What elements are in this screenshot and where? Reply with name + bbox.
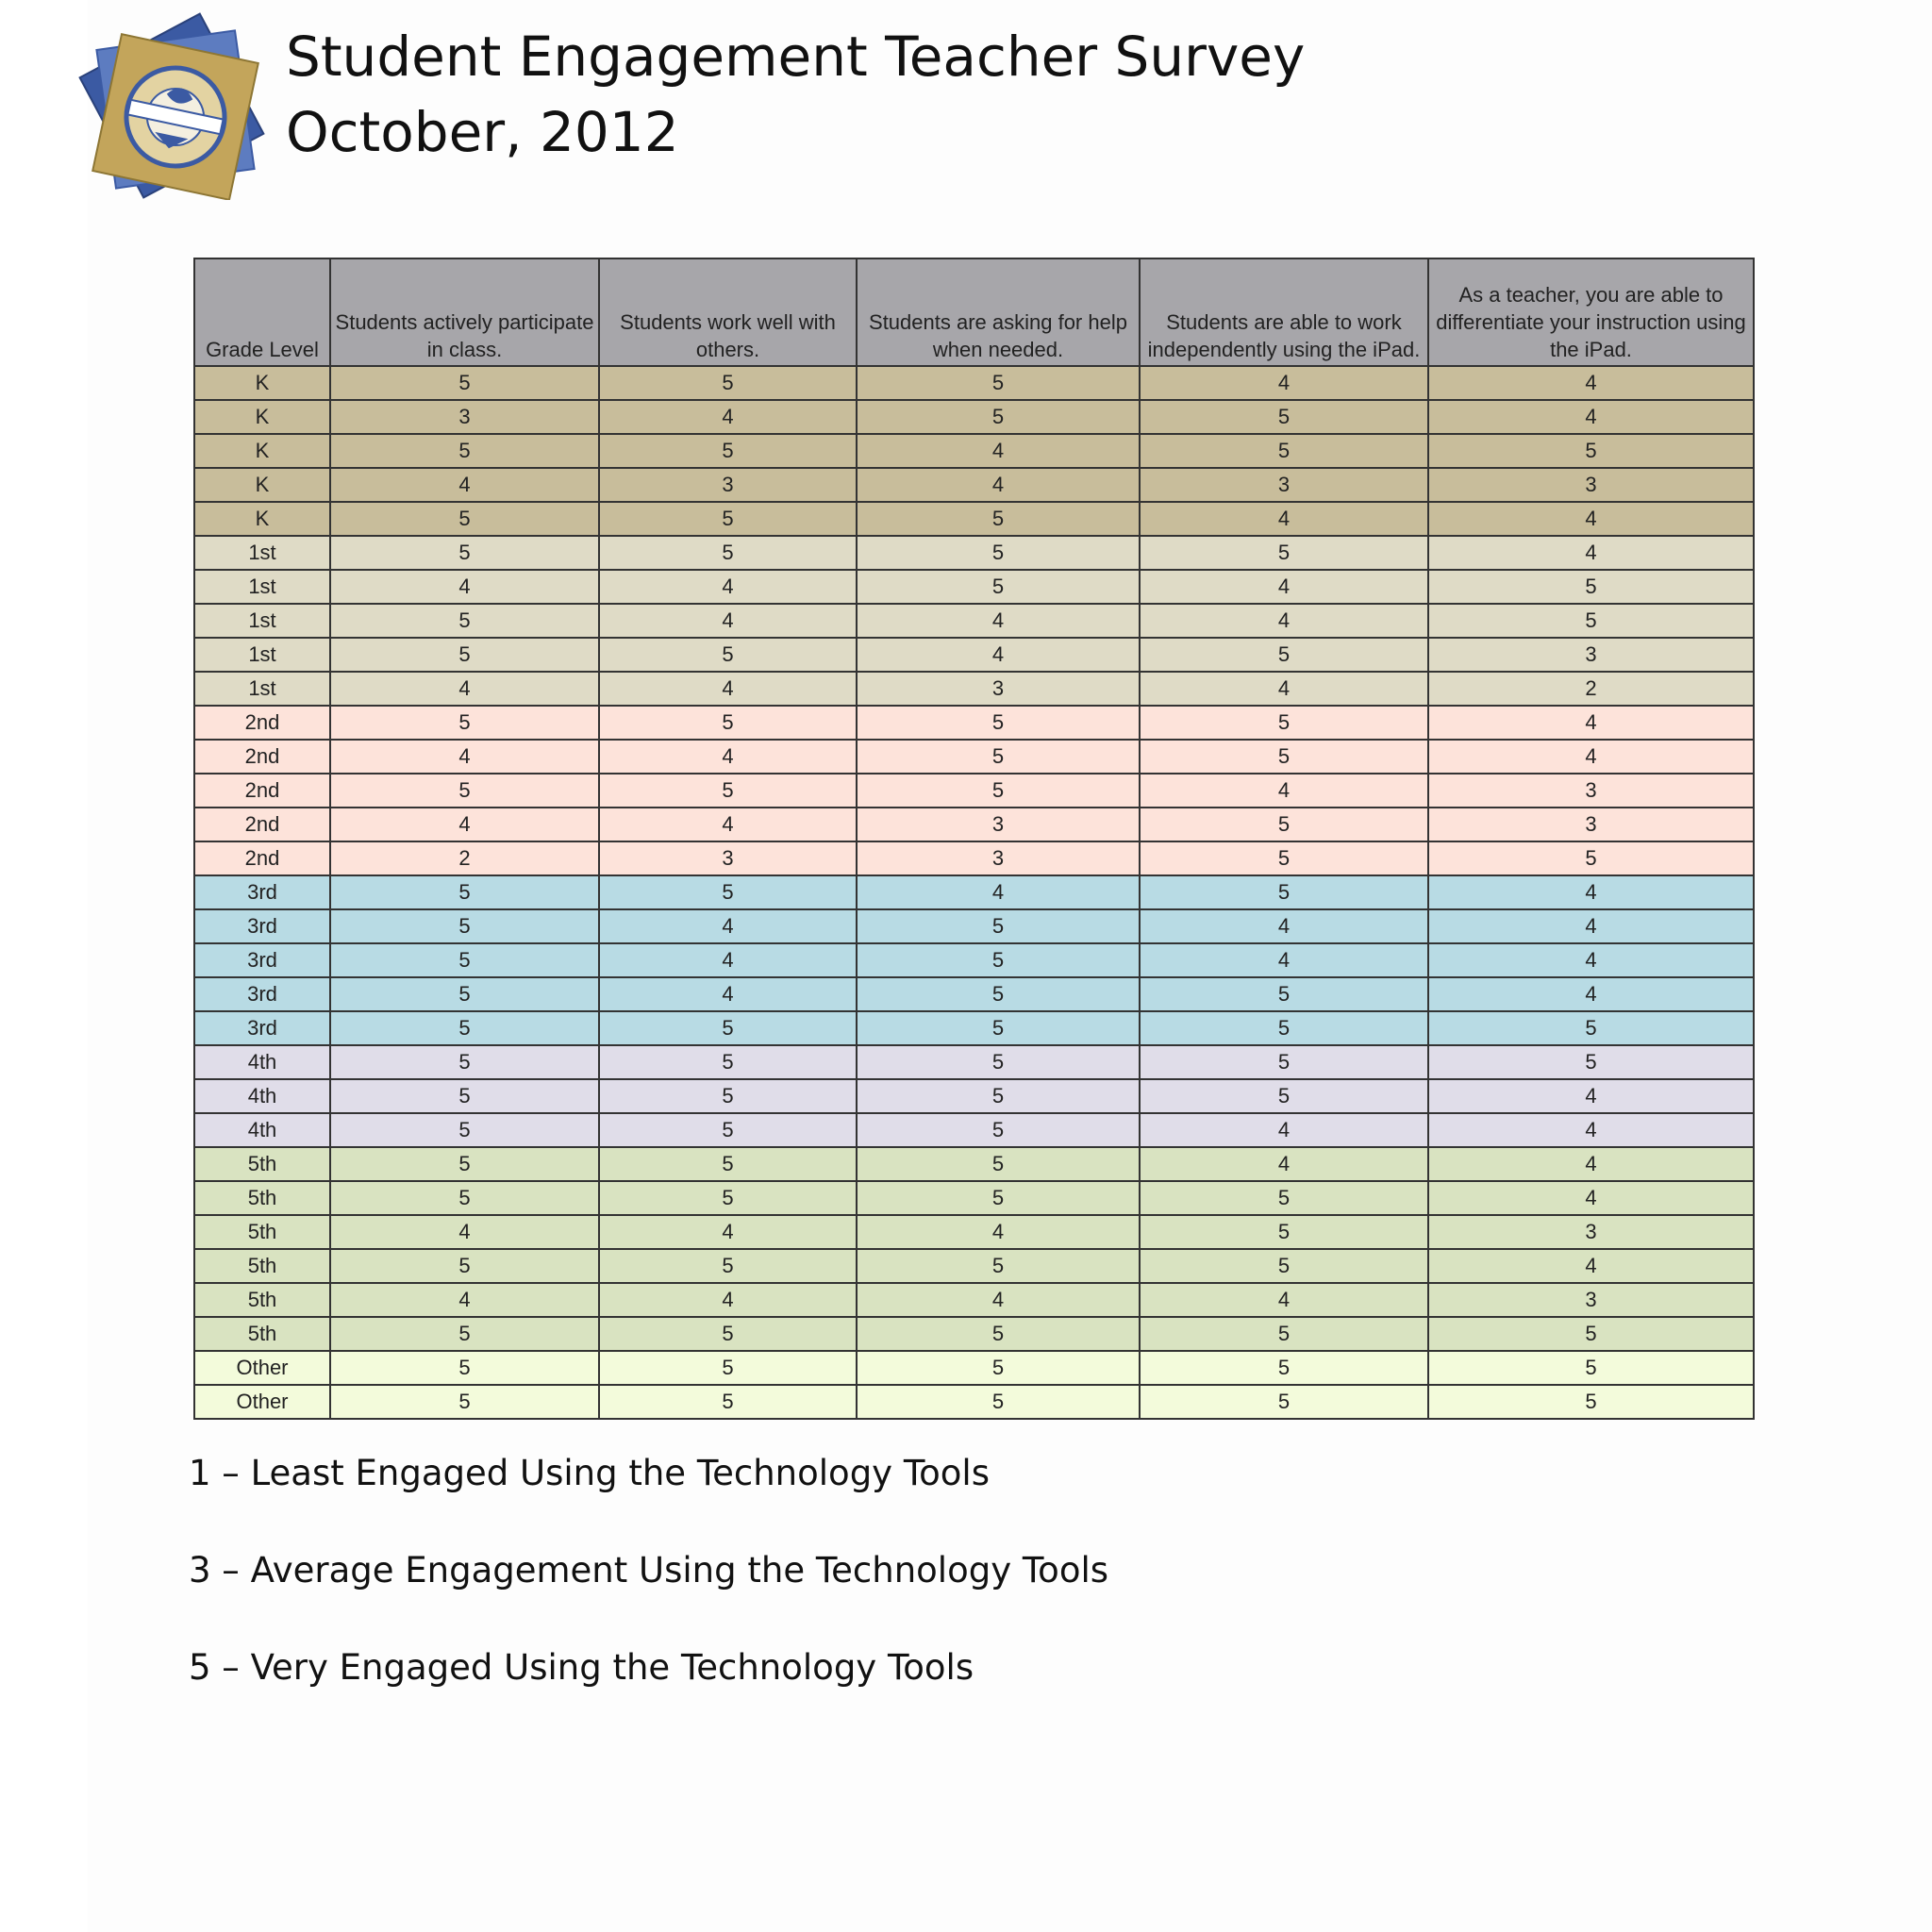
rating-cell: 5 [599, 434, 857, 468]
rating-cell: 3 [1428, 774, 1754, 808]
grade-level-cell: 5th [194, 1249, 330, 1283]
rating-cell: 5 [330, 366, 599, 400]
title-line-1: Student Engagement Teacher Survey [286, 25, 1306, 89]
rating-cell: 4 [599, 672, 857, 706]
survey-table [193, 258, 1755, 1420]
rating-cell: 4 [1140, 774, 1428, 808]
rating-cell: 5 [330, 1113, 599, 1147]
rating-cell: 3 [1428, 468, 1754, 502]
rating-cell: 5 [330, 434, 599, 468]
rating-cell: 4 [1428, 1079, 1754, 1113]
rating-cell: 5 [1428, 841, 1754, 875]
legend-item-5: 5 – Very Engaged Using the Technology Tools [189, 1647, 974, 1688]
table-row [194, 400, 1754, 434]
rating-cell: 5 [857, 1147, 1140, 1181]
table-row [194, 366, 1754, 400]
grade-level-cell: 2nd [194, 774, 330, 808]
grade-level-cell: K [194, 434, 330, 468]
rating-cell: 5 [599, 774, 857, 808]
rating-cell: 5 [330, 1147, 599, 1181]
grade-level-cell: 3rd [194, 1011, 330, 1045]
rating-cell: 4 [1428, 909, 1754, 943]
rating-cell: 5 [1428, 570, 1754, 604]
rating-legend [189, 1453, 1108, 1744]
survey-table-container [193, 258, 1753, 1420]
rating-cell: 5 [330, 1011, 599, 1045]
rating-cell: 5 [330, 1385, 599, 1419]
rating-cell: 5 [599, 1147, 857, 1181]
rating-cell: 5 [1140, 434, 1428, 468]
table-row [194, 943, 1754, 977]
grade-level-cell: K [194, 400, 330, 434]
rating-cell: 4 [330, 740, 599, 774]
rating-cell: 5 [1140, 808, 1428, 841]
rating-cell: 4 [857, 875, 1140, 909]
rating-cell: 5 [330, 1079, 599, 1113]
legend-item-1: 1 – Least Engaged Using the Technology Tools [189, 1453, 990, 1493]
logo-emblem-icon [77, 11, 266, 200]
table-row [194, 875, 1754, 909]
table-row [194, 1113, 1754, 1147]
rating-cell: 5 [1140, 740, 1428, 774]
grade-level-cell: 4th [194, 1113, 330, 1147]
rating-cell: 2 [1428, 672, 1754, 706]
rating-cell: 5 [857, 400, 1140, 434]
table-row [194, 536, 1754, 570]
rating-cell: 4 [1140, 604, 1428, 638]
rating-cell: 5 [599, 536, 857, 570]
rating-cell: 4 [1428, 400, 1754, 434]
grade-level-cell: 5th [194, 1147, 330, 1181]
rating-cell: 5 [857, 1045, 1140, 1079]
table-row [194, 841, 1754, 875]
rating-cell: 5 [857, 536, 1140, 570]
rating-cell: 4 [599, 808, 857, 841]
grade-level-cell: 4th [194, 1079, 330, 1113]
rating-cell: 4 [857, 468, 1140, 502]
column-header: Students work well with others. [599, 258, 857, 366]
grade-level-cell: 2nd [194, 740, 330, 774]
rating-cell: 2 [330, 841, 599, 875]
grade-level-cell: 1st [194, 536, 330, 570]
column-header: Students actively participate in class. [330, 258, 599, 366]
grade-level-cell: 1st [194, 638, 330, 672]
table-row [194, 1079, 1754, 1113]
rating-cell: 4 [857, 1215, 1140, 1249]
rating-cell: 4 [599, 977, 857, 1011]
rating-cell: 4 [330, 808, 599, 841]
rating-cell: 5 [330, 604, 599, 638]
rating-cell: 3 [1428, 808, 1754, 841]
rating-cell: 5 [857, 774, 1140, 808]
rating-cell: 5 [1140, 1045, 1428, 1079]
rating-cell: 4 [1428, 977, 1754, 1011]
rating-cell: 5 [330, 1045, 599, 1079]
rating-cell: 4 [599, 604, 857, 638]
rating-cell: 5 [857, 1113, 1140, 1147]
rating-cell: 4 [1428, 366, 1754, 400]
rating-cell: 5 [599, 1249, 857, 1283]
rating-cell: 5 [857, 740, 1140, 774]
rating-cell: 5 [330, 774, 599, 808]
rating-cell: 5 [599, 1385, 857, 1419]
rating-cell: 4 [1140, 366, 1428, 400]
table-row [194, 808, 1754, 841]
rating-cell: 5 [599, 1079, 857, 1113]
rating-cell: 5 [1140, 1215, 1428, 1249]
rating-cell: 4 [599, 570, 857, 604]
rating-cell: 5 [330, 1181, 599, 1215]
column-header: Students are able to work independently using the iPad. [1140, 258, 1428, 366]
rating-cell: 3 [599, 841, 857, 875]
grade-level-cell: 2nd [194, 808, 330, 841]
rating-cell: 5 [330, 909, 599, 943]
table-body [194, 366, 1754, 1419]
rating-cell: 4 [1140, 502, 1428, 536]
rating-cell: 4 [1140, 1147, 1428, 1181]
rating-cell: 3 [1428, 1215, 1754, 1249]
table-row [194, 774, 1754, 808]
rating-cell: 5 [1428, 1351, 1754, 1385]
title-line-2: October, 2012 [286, 100, 679, 164]
rating-cell: 4 [1140, 943, 1428, 977]
rating-cell: 4 [857, 434, 1140, 468]
rating-cell: 5 [857, 1181, 1140, 1215]
grade-level-cell: 3rd [194, 943, 330, 977]
rating-cell: 4 [1140, 1113, 1428, 1147]
grade-level-cell: Other [194, 1385, 330, 1419]
table-row [194, 706, 1754, 740]
rating-cell: 3 [1428, 1283, 1754, 1317]
table-row [194, 672, 1754, 706]
table-row [194, 1147, 1754, 1181]
table-row [194, 604, 1754, 638]
rating-cell: 5 [1140, 1317, 1428, 1351]
rating-cell: 5 [599, 1317, 857, 1351]
rating-cell: 4 [1428, 1249, 1754, 1283]
rating-cell: 5 [857, 1079, 1140, 1113]
rating-cell: 3 [857, 672, 1140, 706]
rating-cell: 5 [1428, 604, 1754, 638]
rating-cell: 5 [599, 1351, 857, 1385]
column-header: As a teacher, you are able to differentiate your instruction using the iPad. [1428, 258, 1754, 366]
rating-cell: 5 [857, 1385, 1140, 1419]
rating-cell: 5 [857, 366, 1140, 400]
rating-cell: 4 [330, 1215, 599, 1249]
rating-cell: 3 [1140, 468, 1428, 502]
table-row [194, 1045, 1754, 1079]
rating-cell: 4 [1428, 943, 1754, 977]
table-row [194, 977, 1754, 1011]
grade-level-cell: 2nd [194, 841, 330, 875]
rating-cell: 5 [599, 1045, 857, 1079]
rating-cell: 5 [1428, 434, 1754, 468]
rating-cell: 4 [330, 672, 599, 706]
rating-cell: 4 [1428, 536, 1754, 570]
grade-level-cell: 3rd [194, 977, 330, 1011]
grade-level-cell: 5th [194, 1317, 330, 1351]
rating-cell: 3 [857, 808, 1140, 841]
rating-cell: 5 [330, 1317, 599, 1351]
rating-cell: 5 [857, 1249, 1140, 1283]
rating-cell: 5 [1428, 1045, 1754, 1079]
grade-level-cell: K [194, 502, 330, 536]
table-row [194, 570, 1754, 604]
rating-cell: 4 [599, 740, 857, 774]
table-row [194, 1317, 1754, 1351]
rating-cell: 5 [330, 536, 599, 570]
rating-cell: 4 [1140, 1283, 1428, 1317]
rating-cell: 3 [857, 841, 1140, 875]
rating-cell: 4 [1428, 740, 1754, 774]
rating-cell: 5 [1140, 1385, 1428, 1419]
rating-cell: 5 [857, 570, 1140, 604]
rating-cell: 5 [1140, 638, 1428, 672]
rating-cell: 5 [1140, 706, 1428, 740]
rating-cell: 5 [1140, 400, 1428, 434]
rating-cell: 4 [857, 638, 1140, 672]
rating-cell: 5 [1140, 1351, 1428, 1385]
rating-cell: 5 [1140, 841, 1428, 875]
rating-cell: 5 [599, 1181, 857, 1215]
rating-cell: 5 [857, 943, 1140, 977]
rating-cell: 5 [1428, 1011, 1754, 1045]
rating-cell: 4 [1428, 875, 1754, 909]
table-row [194, 434, 1754, 468]
rating-cell: 3 [1428, 638, 1754, 672]
rating-cell: 5 [599, 875, 857, 909]
table-row [194, 1215, 1754, 1249]
rating-cell: 5 [857, 909, 1140, 943]
rating-cell: 3 [599, 468, 857, 502]
grade-level-cell: 1st [194, 604, 330, 638]
rating-cell: 4 [599, 400, 857, 434]
rating-cell: 5 [599, 638, 857, 672]
rating-cell: 4 [1140, 672, 1428, 706]
table-row [194, 468, 1754, 502]
table-row [194, 638, 1754, 672]
rating-cell: 5 [330, 638, 599, 672]
grade-level-cell: K [194, 468, 330, 502]
table-row [194, 1351, 1754, 1385]
page-title [286, 19, 1305, 170]
rating-cell: 5 [1140, 1181, 1428, 1215]
rating-cell: 5 [1140, 977, 1428, 1011]
table-row [194, 1249, 1754, 1283]
table-row [194, 740, 1754, 774]
rating-cell: 5 [330, 502, 599, 536]
column-header: Students are asking for help when needed. [857, 258, 1140, 366]
rating-cell: 5 [857, 1351, 1140, 1385]
grade-level-cell: 5th [194, 1283, 330, 1317]
rating-cell: 4 [1428, 706, 1754, 740]
rating-cell: 5 [599, 706, 857, 740]
rating-cell: 4 [330, 468, 599, 502]
rating-cell: 5 [330, 943, 599, 977]
rating-cell: 5 [1428, 1385, 1754, 1419]
rating-cell: 5 [1428, 1317, 1754, 1351]
rating-cell: 4 [330, 1283, 599, 1317]
table-header-row [194, 258, 1754, 366]
rating-cell: 4 [1428, 502, 1754, 536]
rating-cell: 5 [599, 502, 857, 536]
rating-cell: 5 [1140, 1011, 1428, 1045]
rating-cell: 4 [1140, 570, 1428, 604]
grade-level-cell: 4th [194, 1045, 330, 1079]
rating-cell: 4 [857, 1283, 1140, 1317]
table-row [194, 502, 1754, 536]
grade-level-cell: K [194, 366, 330, 400]
grade-level-cell: 5th [194, 1181, 330, 1215]
rating-cell: 5 [857, 706, 1140, 740]
rating-cell: 5 [599, 366, 857, 400]
grade-level-cell: 3rd [194, 909, 330, 943]
rating-cell: 3 [330, 400, 599, 434]
grade-level-cell: Other [194, 1351, 330, 1385]
rating-cell: 5 [330, 1249, 599, 1283]
rating-cell: 5 [330, 875, 599, 909]
table-row [194, 1011, 1754, 1045]
rating-cell: 4 [1428, 1147, 1754, 1181]
rating-cell: 5 [1140, 536, 1428, 570]
rating-cell: 5 [1140, 1249, 1428, 1283]
legend-item-3: 3 – Average Engagement Using the Technology Tools [189, 1550, 1109, 1591]
grade-level-cell: 3rd [194, 875, 330, 909]
table-row [194, 1283, 1754, 1317]
rating-cell: 5 [330, 706, 599, 740]
rating-cell: 4 [1428, 1181, 1754, 1215]
rating-cell: 5 [857, 502, 1140, 536]
column-header: Grade Level [194, 258, 330, 366]
rating-cell: 5 [330, 1351, 599, 1385]
rating-cell: 5 [599, 1011, 857, 1045]
table-row [194, 1385, 1754, 1419]
rating-cell: 4 [1428, 1113, 1754, 1147]
rating-cell: 4 [599, 1283, 857, 1317]
grade-level-cell: 1st [194, 570, 330, 604]
rating-cell: 5 [857, 977, 1140, 1011]
rating-cell: 4 [1140, 909, 1428, 943]
table-row [194, 909, 1754, 943]
table-row [194, 1181, 1754, 1215]
rating-cell: 4 [599, 1215, 857, 1249]
rating-cell: 5 [1140, 1079, 1428, 1113]
rating-cell: 4 [599, 943, 857, 977]
grade-level-cell: 2nd [194, 706, 330, 740]
rating-cell: 5 [599, 1113, 857, 1147]
rating-cell: 4 [330, 570, 599, 604]
rating-cell: 5 [857, 1317, 1140, 1351]
rating-cell: 4 [599, 909, 857, 943]
rating-cell: 5 [1140, 875, 1428, 909]
rating-cell: 4 [857, 604, 1140, 638]
grade-level-cell: 1st [194, 672, 330, 706]
blue-valley-schools-logo [77, 11, 266, 200]
grade-level-cell: 5th [194, 1215, 330, 1249]
rating-cell: 5 [330, 977, 599, 1011]
rating-cell: 5 [857, 1011, 1140, 1045]
